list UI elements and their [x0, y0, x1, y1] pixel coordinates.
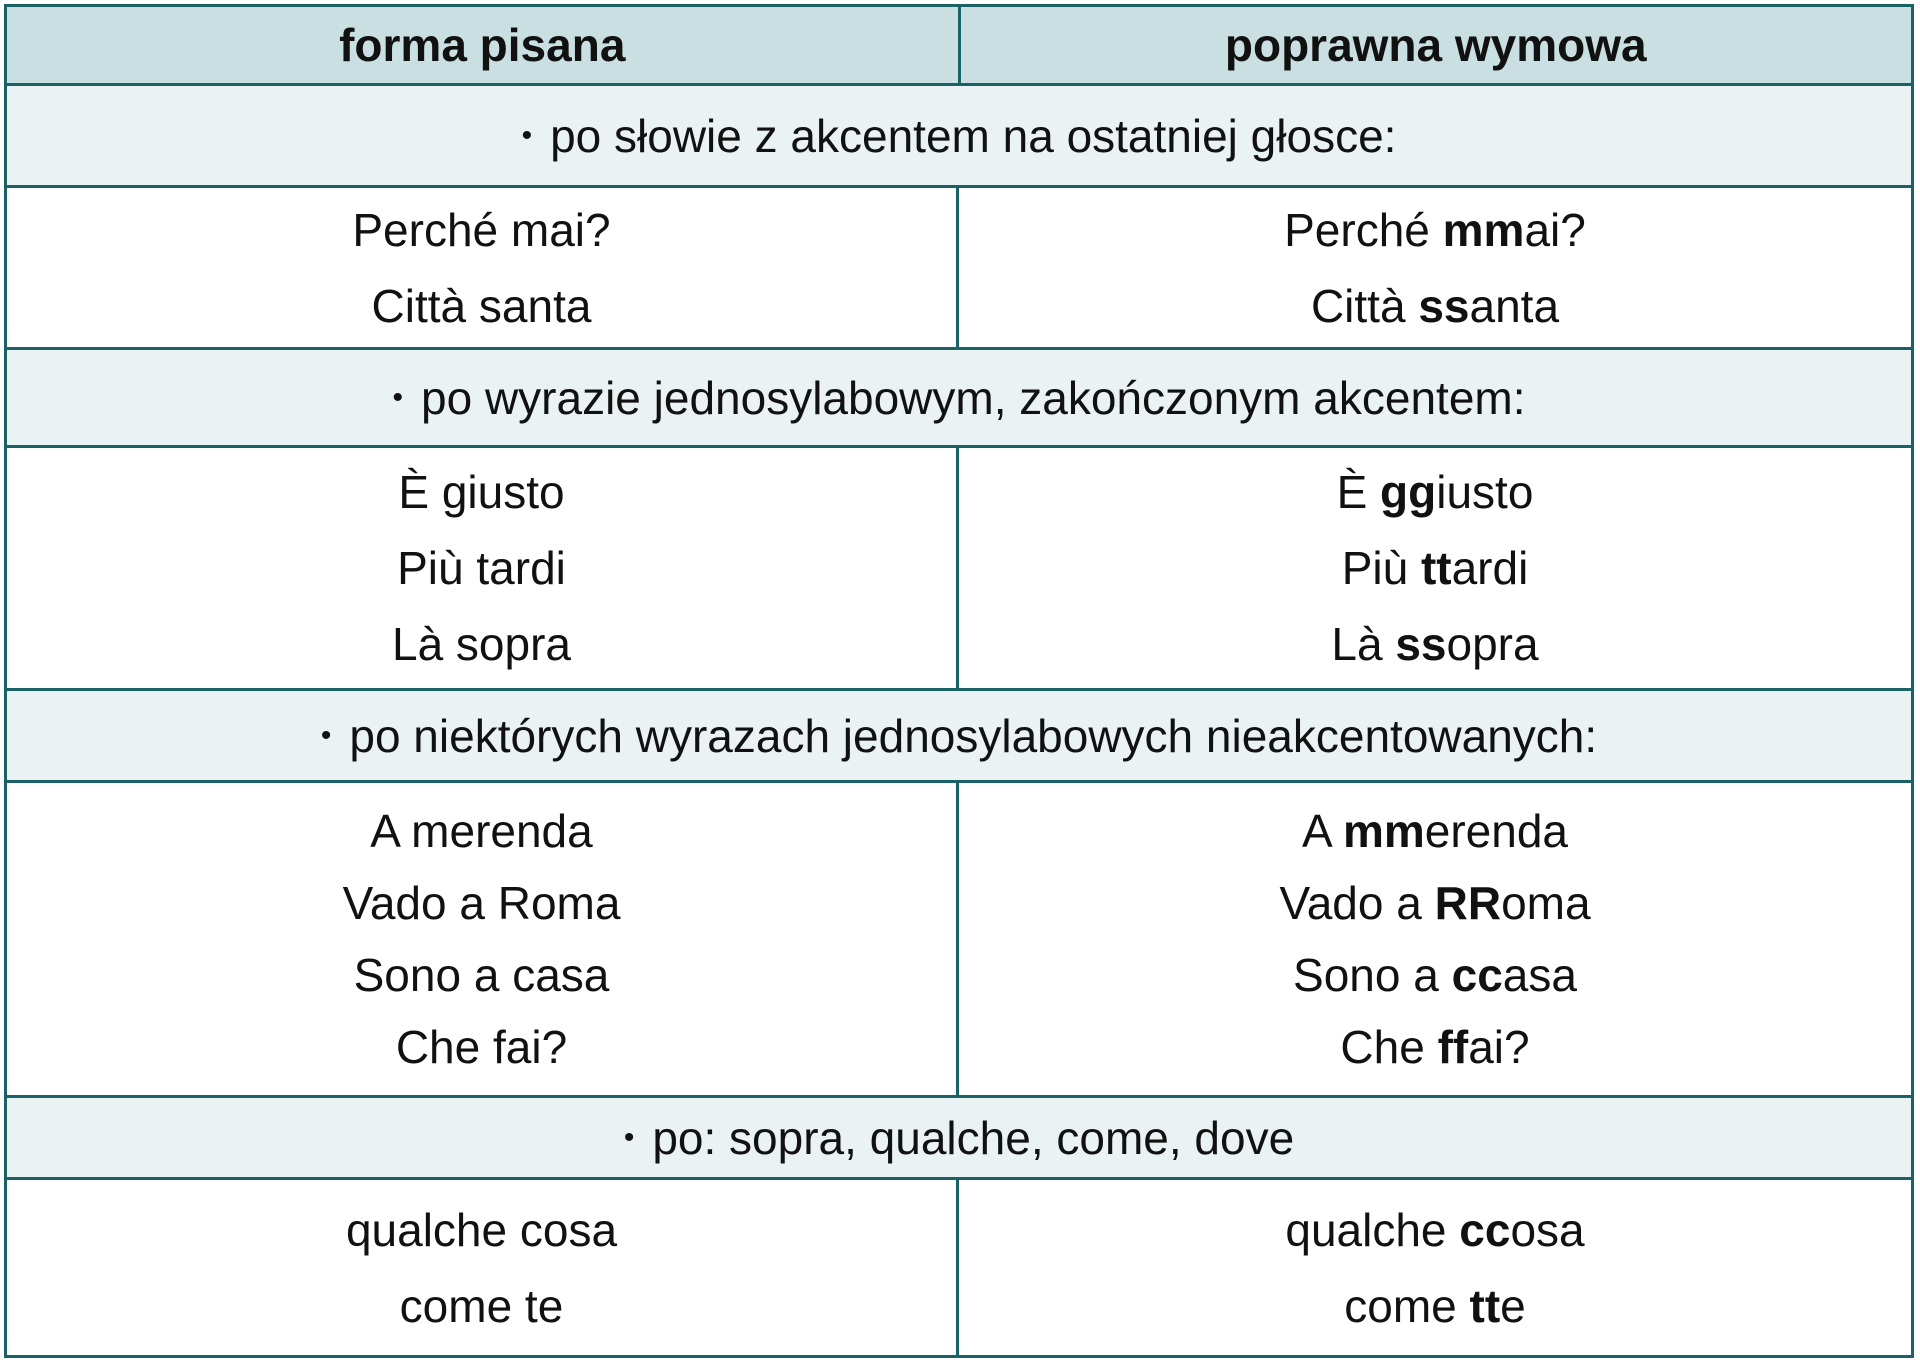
- spoken-column: [959, 1180, 1911, 1355]
- doubled-consonant: ff: [1437, 1021, 1469, 1073]
- section-title: po: sopra, qualche, come, dove: [652, 1111, 1295, 1164]
- spoken-form: Città ssanta: [1310, 279, 1560, 332]
- doubled-consonant: tt: [1469, 1279, 1501, 1332]
- spoken-form: Che ffai?: [1340, 1021, 1530, 1073]
- doubled-consonant: mm: [1442, 203, 1525, 256]
- written-form: Vado a Roma: [342, 877, 621, 929]
- section-heading: [7, 1095, 1911, 1177]
- spoken-form: Perché mmai?: [1284, 203, 1586, 256]
- written-form: Più tardi: [397, 542, 566, 594]
- spoken-form: come tte: [1344, 1279, 1526, 1332]
- written-column: [7, 448, 959, 688]
- doubled-consonant: gg: [1380, 466, 1437, 518]
- written-form: È giusto: [398, 466, 565, 518]
- written-column: [7, 783, 959, 1095]
- written-form: qualche cosa: [345, 1203, 618, 1256]
- written-form: come te: [399, 1279, 564, 1332]
- bullet-icon: •: [392, 380, 403, 414]
- written-form: Sono a casa: [353, 949, 610, 1001]
- section-heading: [7, 688, 1911, 780]
- doubled-consonant: RR: [1434, 877, 1502, 929]
- written-form: A merenda: [370, 805, 593, 857]
- spoken-form: Sono a ccasa: [1293, 949, 1577, 1001]
- section-heading: [7, 347, 1911, 445]
- header-written-form: forma pisana: [7, 7, 961, 83]
- spoken-column: [959, 448, 1911, 688]
- section-title: po niektórych wyrazach jednosylabowych nieakcentowanych:: [349, 709, 1598, 762]
- doubled-consonant: mm: [1342, 805, 1425, 857]
- spoken-column: [959, 783, 1911, 1095]
- spoken-form: qualche ccosa: [1285, 1203, 1585, 1256]
- bullet-icon: •: [623, 1120, 635, 1154]
- written-form: Che fai?: [395, 1021, 568, 1073]
- doubled-consonant: ss: [1395, 618, 1447, 670]
- section-rows: [7, 780, 1911, 1095]
- bullet-icon: •: [320, 718, 332, 752]
- written-form: Là sopra: [391, 618, 571, 670]
- section-rows: [7, 445, 1911, 688]
- written-column: [7, 188, 959, 347]
- doubled-consonant: cc: [1451, 949, 1503, 1001]
- section-rows: [7, 1177, 1911, 1355]
- doubled-consonant: tt: [1420, 542, 1452, 594]
- section-heading: [7, 83, 1911, 185]
- doubled-consonant: cc: [1459, 1203, 1511, 1256]
- pronunciation-table: [4, 4, 1914, 1358]
- spoken-form: A mmerenda: [1302, 805, 1568, 857]
- doubled-consonant: ss: [1418, 279, 1470, 332]
- spoken-form: Là ssopra: [1331, 618, 1539, 670]
- spoken-form: È ggiusto: [1336, 466, 1534, 518]
- written-form: Perché mai?: [352, 203, 611, 256]
- spoken-form: Più ttardi: [1341, 542, 1529, 594]
- spoken-column: [959, 188, 1911, 347]
- header-correct-pronunciation: poprawna wymowa: [1224, 19, 1647, 71]
- section-title: po słowie z akcentem na ostatniej głosce:: [550, 109, 1397, 162]
- spoken-form: Vado a RRoma: [1279, 877, 1591, 929]
- written-form: Città santa: [371, 279, 592, 332]
- section-rows: [7, 185, 1911, 347]
- table-header: [7, 7, 1911, 83]
- written-column: [7, 1180, 959, 1355]
- section-title: po wyrazie jednosylabowym, zakończonym akcentem:: [421, 371, 1526, 424]
- bullet-icon: •: [521, 118, 533, 152]
